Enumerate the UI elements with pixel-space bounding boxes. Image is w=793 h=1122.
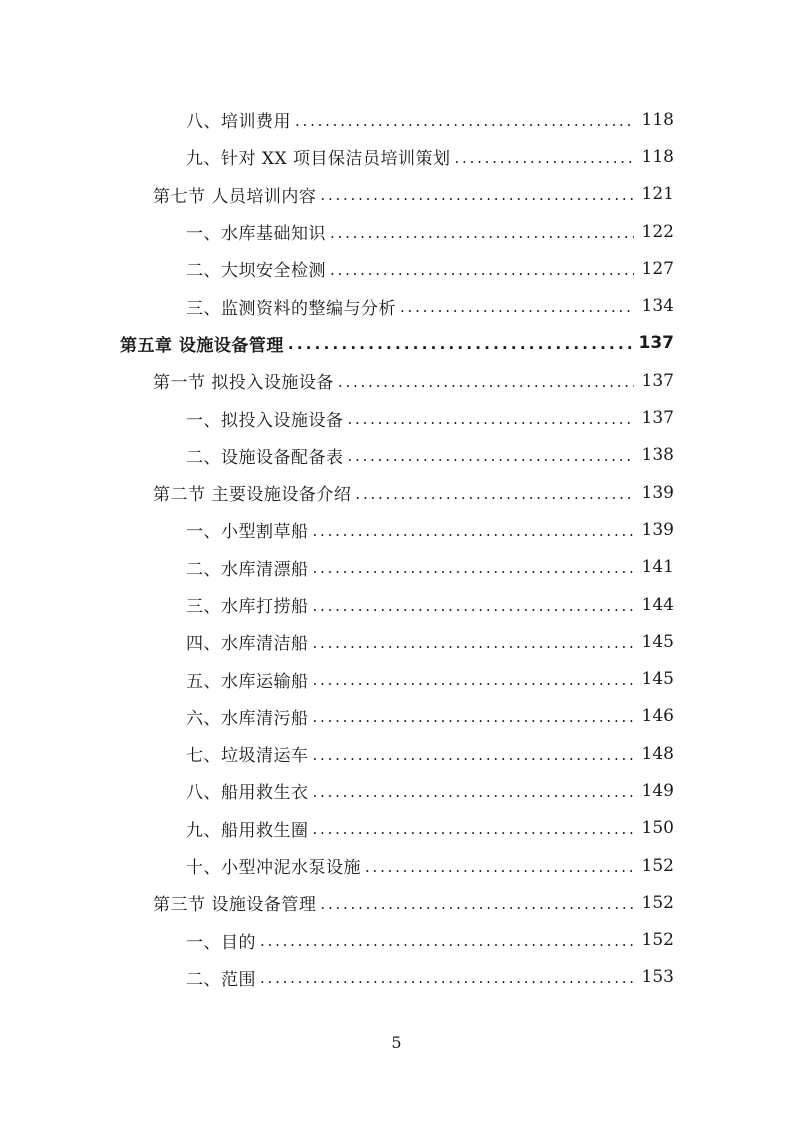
toc-entry[interactable] [0, 959, 793, 996]
toc-entry-title: 九、针对 XX 项目保洁员培训策划 [186, 149, 451, 170]
toc-dot-leader [348, 410, 635, 428]
toc-entry-page: 139 [641, 482, 674, 503]
toc-dot-leader [288, 335, 633, 353]
toc-entry[interactable] [0, 250, 793, 287]
toc-entry-page: 153 [641, 967, 674, 988]
toc-entry[interactable] [0, 772, 793, 809]
toc-entry-title: 二、水库清漂船 [186, 559, 309, 580]
toc-dot-leader [313, 746, 635, 764]
toc-entry[interactable] [0, 549, 793, 586]
toc-entry-page: 137 [641, 370, 674, 391]
toc-entry[interactable] [0, 698, 793, 735]
toc-entry-page: 141 [641, 557, 674, 578]
toc-dot-leader [320, 186, 634, 204]
toc-entry[interactable] [0, 884, 793, 921]
toc-dot-leader [313, 522, 635, 540]
toc-entry-title: 三、监测资料的整编与分析 [186, 298, 396, 319]
toc-entry-page: 144 [641, 594, 674, 615]
toc-dot-leader [313, 820, 635, 838]
toc-entry-title: 第五章 设施设备管理 [120, 335, 284, 356]
toc-entry[interactable] [0, 922, 793, 959]
toc-dot-leader [338, 373, 634, 391]
toc-entry[interactable] [0, 847, 793, 884]
toc-entry-page: 118 [641, 109, 674, 130]
toc-dot-leader [313, 671, 635, 689]
toc-entry[interactable] [0, 362, 793, 399]
toc-entry-title: 一、水库基础知识 [186, 224, 326, 245]
toc-dot-leader [365, 858, 634, 876]
toc-dot-leader [313, 559, 635, 577]
table-of-contents [0, 101, 793, 996]
toc-entry-title: 九、船用救生圈 [186, 820, 309, 841]
toc-entry[interactable] [0, 176, 793, 213]
toc-entry-title: 十、小型冲泥水泵设施 [186, 858, 361, 879]
toc-entry[interactable] [0, 138, 793, 175]
toc-dot-leader [260, 969, 634, 987]
toc-entry-page: 152 [641, 855, 674, 876]
toc-entry[interactable] [0, 735, 793, 772]
toc-entry-page: 137 [641, 408, 674, 429]
toc-entry-title: 八、船用救生衣 [186, 783, 309, 804]
toc-dot-leader [330, 224, 634, 242]
toc-entry-page: 149 [641, 780, 674, 801]
toc-entry[interactable] [0, 586, 793, 623]
toc-entry-page: 121 [641, 184, 674, 205]
toc-dot-leader [295, 112, 634, 130]
toc-entry-title: 五、水库运输船 [186, 671, 309, 692]
toc-dot-leader [313, 634, 635, 652]
toc-entry-title: 八、培训费用 [186, 112, 291, 133]
toc-dot-leader [455, 149, 634, 167]
toc-entry-page: 152 [641, 892, 674, 913]
toc-entry-page: 145 [641, 631, 674, 652]
toc-entry-title: 四、水库清洁船 [186, 634, 309, 655]
toc-entry-title: 六、水库清污船 [186, 708, 309, 729]
toc-entry[interactable] [0, 511, 793, 548]
toc-entry-title: 第一节 拟投入设施设备 [153, 373, 334, 394]
toc-entry-page: 152 [641, 930, 674, 951]
toc-dot-leader [355, 485, 634, 503]
toc-entry-page: 118 [641, 146, 674, 167]
toc-entry[interactable] [0, 213, 793, 250]
toc-entry[interactable] [0, 623, 793, 660]
toc-entry[interactable] [0, 660, 793, 697]
toc-entry-page: 148 [641, 743, 674, 764]
toc-entry-title: 三、水库打捞船 [186, 597, 309, 617]
toc-chapter-entry[interactable] [0, 325, 793, 362]
toc-entry-title: 一、小型割草船 [186, 522, 309, 543]
toc-entry[interactable] [0, 474, 793, 511]
toc-dot-leader [320, 895, 634, 913]
toc-dot-leader [330, 261, 634, 279]
toc-entry-title: 一、目的 [186, 932, 256, 953]
page-number: 5 [391, 1033, 402, 1052]
toc-entry-title: 第三节 设施设备管理 [153, 895, 317, 916]
toc-entry-page: 137 [638, 333, 674, 354]
toc-entry-title: 第二节 主要设施设备介绍 [153, 485, 352, 506]
toc-entry-page: 127 [641, 258, 674, 279]
toc-entry-page: 138 [641, 445, 674, 466]
toc-dot-leader [348, 447, 635, 465]
toc-entry-page: 145 [641, 669, 674, 690]
toc-entry[interactable] [0, 810, 793, 847]
toc-entry-title: 第七节 人员培训内容 [153, 186, 317, 207]
toc-entry-title: 二、大坝安全检测 [186, 261, 326, 282]
toc-entry-title: 七、垃圾清运车 [186, 746, 309, 767]
toc-entry[interactable] [0, 101, 793, 138]
toc-dot-leader [313, 597, 635, 615]
toc-entry[interactable] [0, 437, 793, 474]
toc-entry-page: 134 [641, 296, 674, 317]
toc-dot-leader [313, 708, 635, 726]
toc-entry-page: 150 [641, 818, 674, 839]
toc-dot-leader [313, 783, 635, 801]
toc-entry-title: 一、拟投入设施设备 [186, 410, 344, 431]
toc-entry-page: 122 [641, 221, 674, 242]
toc-dot-leader [400, 298, 634, 316]
toc-entry[interactable] [0, 287, 793, 324]
toc-entry-title: 二、范围 [186, 969, 256, 990]
toc-entry-page: 139 [641, 519, 674, 540]
toc-entry-page: 146 [641, 706, 674, 727]
toc-entry[interactable] [0, 399, 793, 436]
toc-dot-leader [260, 932, 634, 950]
toc-entry-title: 二、设施设备配备表 [186, 447, 344, 468]
